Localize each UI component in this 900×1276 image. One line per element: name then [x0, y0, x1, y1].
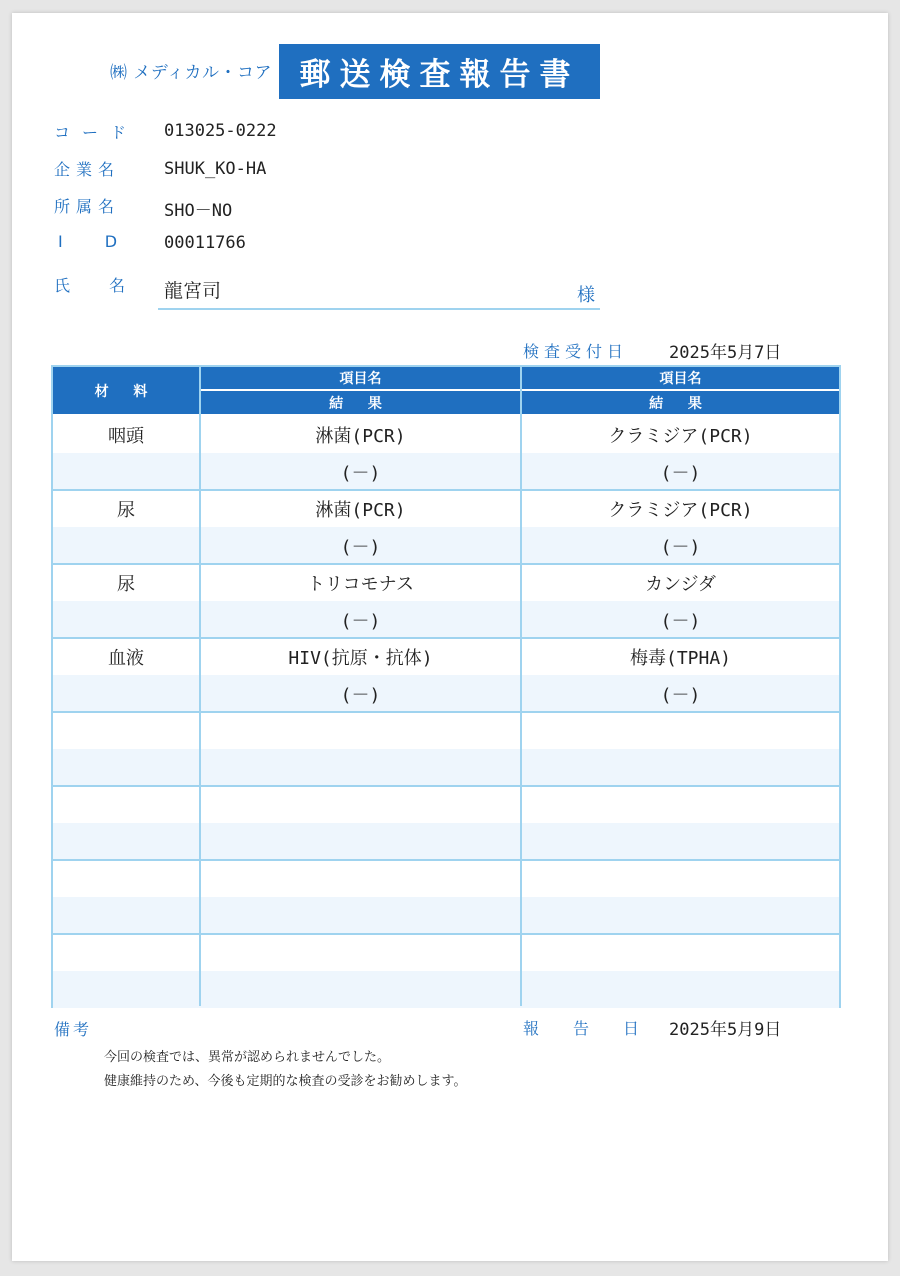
code-label: コード	[54, 123, 139, 142]
remark-line-1: 今回の検査では、異常が認められませんでした。	[104, 1050, 391, 1065]
company-value: SHUK_KO-HA	[164, 159, 267, 179]
table-cell-item	[201, 712, 520, 749]
table-cell-result	[522, 971, 839, 1008]
table-cell-material: 咽頭	[108, 425, 144, 447]
name-value: 龍宮司	[164, 280, 222, 302]
name-label: 氏名	[54, 276, 165, 295]
table-cell-result: (－)	[660, 536, 701, 558]
table-cell-item: トリコモナス	[307, 573, 414, 595]
header-material: 材 料	[53, 367, 199, 414]
results-table	[51, 365, 841, 1008]
table-cell-item	[522, 860, 839, 897]
dept-value: SHO－NO	[164, 201, 233, 221]
table-cell-item	[522, 786, 839, 823]
table-cell-material	[53, 786, 199, 823]
table-cell-result: (－)	[660, 610, 701, 632]
row-divider	[53, 489, 839, 491]
code-value: 013025-0222	[164, 121, 277, 141]
remark-line-2: 健康維持のため、今後も定期的な検査の受診をお勧めします。	[104, 1074, 467, 1089]
table-cell-result	[201, 749, 520, 786]
table-cell-result	[201, 897, 520, 934]
table-cell-material: 尿	[117, 573, 135, 595]
name-underline	[158, 308, 600, 310]
table-cell-item: クラミジア(PCR)	[608, 499, 753, 521]
header-result-1: 結 果	[201, 391, 520, 414]
table-cell-result: (－)	[340, 462, 381, 484]
column-divider	[199, 367, 201, 1006]
company-name: ㈱ メディカル・コア	[110, 63, 273, 83]
report-date-value: 2025年5月9日	[669, 1020, 782, 1040]
table-cell-material: 尿	[117, 499, 135, 521]
id-value: 00011766	[164, 233, 246, 253]
table-cell-material	[53, 712, 199, 749]
table-cell-result	[201, 971, 520, 1008]
row-divider	[53, 637, 839, 639]
report-date-label: 報告日	[523, 1019, 674, 1038]
remarks-text	[104, 1046, 466, 1094]
table-cell-result: (－)	[660, 462, 701, 484]
report-title: 郵送検査報告書	[279, 44, 600, 99]
table-cell-result: (－)	[340, 610, 381, 632]
table-cell-result: (－)	[340, 536, 381, 558]
row-divider	[53, 563, 839, 565]
column-divider	[520, 367, 522, 1006]
header-item-2: 項目名	[522, 367, 839, 389]
table-cell-item	[201, 786, 520, 823]
table-cell-item	[522, 712, 839, 749]
dept-label: 所属名	[54, 197, 121, 216]
header-item-1: 項目名	[201, 367, 520, 389]
header-result-2: 結 果	[522, 391, 839, 414]
table-cell-item: カンジダ	[645, 573, 716, 595]
table-cell-item: 淋菌(PCR)	[315, 499, 406, 521]
table-cell-result	[522, 823, 839, 860]
remarks-label: 備考	[54, 1020, 93, 1039]
table-cell-item	[522, 934, 839, 971]
receipt-date-value: 2025年5月7日	[669, 343, 782, 363]
table-cell-item: クラミジア(PCR)	[608, 425, 753, 447]
table-cell-result	[522, 897, 839, 934]
table-cell-result	[522, 749, 839, 786]
row-divider	[53, 859, 839, 861]
table-cell-result	[201, 823, 520, 860]
table-cell-material: 血液	[108, 647, 144, 669]
honorific: 様	[577, 285, 595, 306]
table-cell-material	[53, 860, 199, 897]
row-divider	[53, 711, 839, 713]
table-cell-item	[201, 860, 520, 897]
company-label: 企業名	[54, 160, 121, 179]
row-divider	[53, 785, 839, 787]
table-cell-result: (－)	[340, 684, 381, 706]
id-label: ID	[58, 232, 160, 251]
table-cell-item: 梅毒(TPHA)	[629, 647, 732, 669]
receipt-date-label: 検査受付日	[523, 342, 629, 361]
table-cell-item: HIV(抗原・抗体)	[288, 647, 433, 669]
table-cell-material	[53, 934, 199, 971]
table-cell-item	[201, 934, 520, 971]
table-cell-item: 淋菌(PCR)	[315, 425, 406, 447]
table-cell-result: (－)	[660, 684, 701, 706]
row-divider	[53, 933, 839, 935]
